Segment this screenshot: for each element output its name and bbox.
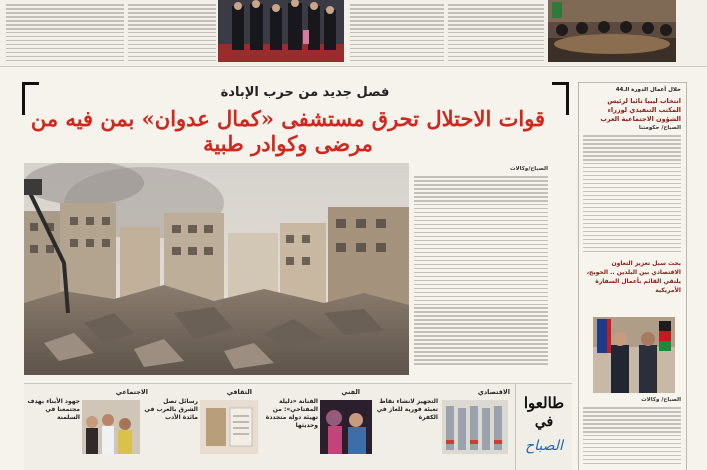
side-story-2-text — [583, 407, 681, 469]
promo-section-social-label: الاجتماعي — [115, 388, 148, 396]
promo-section-art-label: الفني — [341, 388, 360, 396]
top-text-block-4 — [448, 4, 544, 64]
promo-economic-thumb[interactable] — [442, 400, 508, 454]
side-column — [578, 82, 687, 470]
main-kicker: فصل جديد من حرب الإبادة — [220, 85, 390, 100]
top-strip — [0, 0, 707, 67]
promo-brand-logo: الصباح — [525, 438, 563, 454]
side-kicker: خلال أعمال الدورة الـ44 — [615, 87, 681, 93]
top-text-block-3 — [350, 4, 444, 64]
top-text-block-1 — [6, 4, 124, 64]
promo-social-thumb[interactable] — [82, 400, 140, 454]
promo-culture-thumb[interactable] — [200, 400, 258, 454]
promo-section-economic-label: الاقتصادي — [477, 388, 510, 396]
promo-brand-top: طالعوا — [523, 394, 565, 412]
promo-bar — [24, 383, 572, 470]
main-headline: قوات الاحتلال تحرق مستشفى «كمال عدوان» بمن فيه من مرضى وكوادر طبية — [30, 106, 546, 156]
side-story-2-title: بحث سبل تعزيز التعاون الاقتصادي بين البلدين .. الحويج، يلتقي القائم بأعمال السفارة الأمريكية — [586, 260, 681, 294]
side-photo-meeting — [593, 317, 675, 393]
promo-economic-caption[interactable]: التجهيز لانشاء نقاط تعبئة فورية للغاز في الكفرة — [376, 398, 438, 421]
promo-culture-caption[interactable]: رسائل تصل الشرق بالغرب في مائدة الأدب — [144, 398, 198, 421]
main-photo-destroyed-buildings — [24, 163, 409, 375]
side-byline-1: الصباح/ حكومتنا — [638, 125, 681, 131]
top-text-block-2 — [128, 4, 216, 64]
promo-section-culture-label: الثقافي — [226, 388, 252, 396]
headline-bracket-right — [552, 82, 569, 115]
side-byline-2: الصباح/ وكالات — [641, 397, 681, 403]
side-story-1-text — [583, 135, 681, 255]
main-byline: الصباح/وكالات — [510, 166, 548, 172]
main-article-text — [414, 176, 548, 370]
top-photo-meeting — [548, 0, 676, 62]
promo-art-thumb[interactable] — [320, 400, 372, 454]
promo-brand-mid: في — [534, 414, 554, 430]
side-title: انتخاب ليبيا نائبا لرئيس المكتب التنفيذي لوزراء الشؤون الاجتماعية العرب — [600, 97, 681, 123]
promo-art-caption[interactable]: الفنانة «دليلة المفتاحي»: من تهيئة دولة متجددة وحديثها — [265, 398, 318, 429]
promo-brand-box — [515, 384, 573, 470]
top-photo-delegation — [218, 0, 344, 62]
promo-social-caption[interactable]: جهود الأبناء بهدف مجتمعنا في السلمنة — [27, 398, 80, 421]
